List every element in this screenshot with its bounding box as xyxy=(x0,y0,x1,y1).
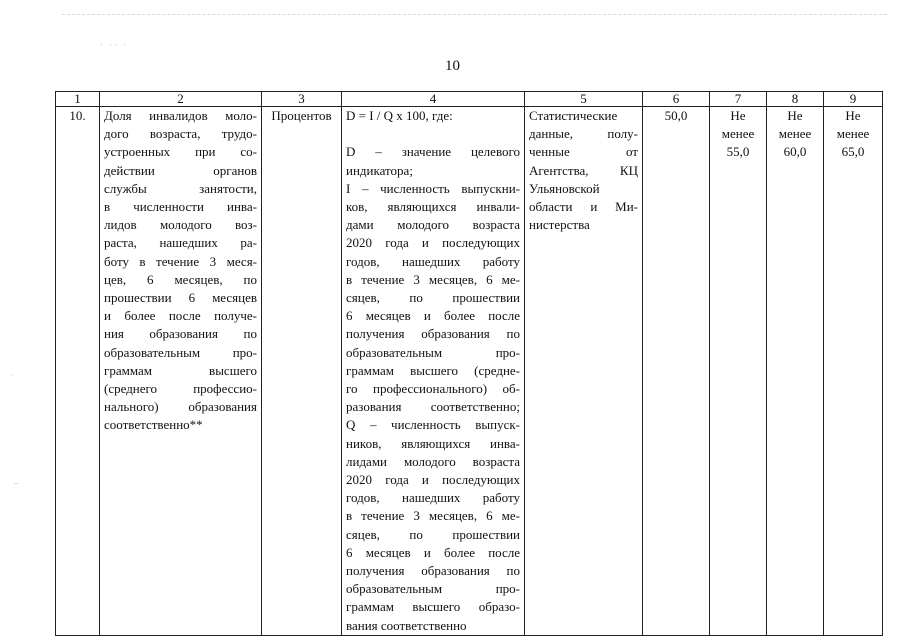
indicator-line: боту в течение 3 меся- xyxy=(104,253,257,269)
formula-line: 6 месяцев и более после xyxy=(346,308,520,324)
formula-line: граммам высшего образо- xyxy=(346,599,520,615)
target-7-line-1: Не xyxy=(730,108,746,123)
indicator-line: граммам высшего xyxy=(104,362,257,378)
header-col-9: 9 xyxy=(824,92,883,107)
table-row xyxy=(56,107,883,636)
source-line: ченные от xyxy=(529,144,638,160)
formula-line: ников, являющихся инва- xyxy=(346,435,520,451)
indicator-line: в численности инва- xyxy=(104,199,257,215)
source-line: Ульяновской xyxy=(529,180,600,196)
target-col-8 xyxy=(767,107,824,636)
target-7-line-3: 55,0 xyxy=(726,144,750,160)
row-number: 10. xyxy=(56,107,100,636)
indicator-line: нального) образования xyxy=(104,399,257,415)
formula-line xyxy=(346,125,520,143)
indicator-line: дого возраста, трудо- xyxy=(104,126,257,142)
source-cell xyxy=(525,107,643,636)
indicator-line: действии органов xyxy=(104,162,257,178)
header-col-4: 4 xyxy=(342,92,525,107)
target-9-line-1: Не xyxy=(845,108,861,123)
header-col-6: 6 xyxy=(643,92,710,107)
indicator-line: (среднего профессио- xyxy=(104,381,257,397)
formula-line: дами молодого возраста xyxy=(346,217,520,233)
indicator-line: лидов молодого воз- xyxy=(104,217,257,233)
target-8-line-3: 60,0 xyxy=(783,144,807,160)
indicator-line: цев, 6 месяцев, по xyxy=(104,271,257,287)
indicator-line: и более после получе- xyxy=(104,308,257,324)
formula-line: сяцев, по прошествии xyxy=(346,290,520,306)
target-8-line-1: Не xyxy=(787,108,803,123)
header-col-2: 2 xyxy=(100,92,262,107)
source-line: Статистические xyxy=(529,108,618,123)
source-line: нистерства xyxy=(529,217,590,233)
target-9-line-2: менее xyxy=(836,126,870,142)
formula-line: ков, являющихся инвали- xyxy=(346,199,520,214)
scan-speck: · ·· · xyxy=(100,40,129,50)
target-9-line-3: 65,0 xyxy=(841,144,865,160)
formula-line: 2020 года и последующих xyxy=(346,472,520,488)
formula-line: D = I / Q x 100, где: xyxy=(346,108,453,123)
indicator-line: Доля инвалидов моло- xyxy=(104,108,257,123)
indicator-table xyxy=(55,91,883,636)
formula-line: образовательным про- xyxy=(346,344,520,360)
indicator-line: соответственно** xyxy=(104,417,203,433)
formula-text xyxy=(346,107,520,635)
target-col-7 xyxy=(710,107,767,636)
unit-cell: Процентов xyxy=(262,107,342,636)
formula-cell xyxy=(342,107,525,636)
formula-line: I – численность выпускни- xyxy=(346,180,520,196)
formula-line: вания соответственно xyxy=(346,617,467,633)
scan-speck: – xyxy=(14,478,21,488)
formula-line: 2020 года и последующих xyxy=(346,235,520,251)
source-line: Агентства, КЦ xyxy=(529,162,638,178)
header-col-1: 1 xyxy=(56,92,100,107)
baseline-value: 50,0 xyxy=(643,107,710,636)
header-row xyxy=(56,92,883,107)
header-col-7: 7 xyxy=(710,92,767,107)
formula-line: получения образования по xyxy=(346,563,520,579)
indicator-line: устроенных при со- xyxy=(104,144,257,160)
formula-line: Q – численность выпуск- xyxy=(346,417,520,433)
target-7-line-2: менее xyxy=(721,126,755,142)
indicator-line: образовательным про- xyxy=(104,344,257,360)
header-col-8: 8 xyxy=(767,92,824,107)
page-number: 10 xyxy=(445,58,460,74)
formula-line: годов, нашедших работу xyxy=(346,490,520,506)
formula-line: годов, нашедших работу xyxy=(346,253,520,269)
indicator-line: ния образования по xyxy=(104,326,257,342)
formula-line: образовательным про- xyxy=(346,581,520,597)
source-line: области и Ми- xyxy=(529,199,638,215)
formula-line: в течение 3 месяцев, 6 ме- xyxy=(346,508,520,524)
top-scan-rule xyxy=(62,14,887,15)
header-col-5: 5 xyxy=(525,92,643,107)
formula-line: в течение 3 месяцев, 6 ме- xyxy=(346,271,520,287)
source-text xyxy=(529,107,638,234)
indicator-line: службы занятости, xyxy=(104,180,257,196)
indicator-line: прошествии 6 месяцев xyxy=(104,290,257,306)
formula-line: разования соответственно; xyxy=(346,399,520,415)
formula-line: индикатора; xyxy=(346,162,413,178)
source-line: данные, полу- xyxy=(529,126,638,142)
formula-line: лидами молодого возраста xyxy=(346,453,520,469)
formula-line: D – значение целевого xyxy=(346,144,520,160)
formula-line: сяцев, по прошествии xyxy=(346,526,520,542)
indicator-line: раста, нашедших ра- xyxy=(104,235,257,251)
indicator-name-text xyxy=(104,107,257,435)
formula-line: 6 месяцев и более после xyxy=(346,544,520,560)
formula-line: го профессионального) об- xyxy=(346,381,520,397)
target-col-9 xyxy=(824,107,883,636)
header-col-3: 3 xyxy=(262,92,342,107)
indicator-name-cell xyxy=(100,107,262,636)
target-8-line-2: менее xyxy=(778,126,812,142)
formula-line: получения образования по xyxy=(346,326,520,342)
formula-line: граммам высшего (средне- xyxy=(346,362,520,378)
scan-speck: · xyxy=(10,370,15,380)
